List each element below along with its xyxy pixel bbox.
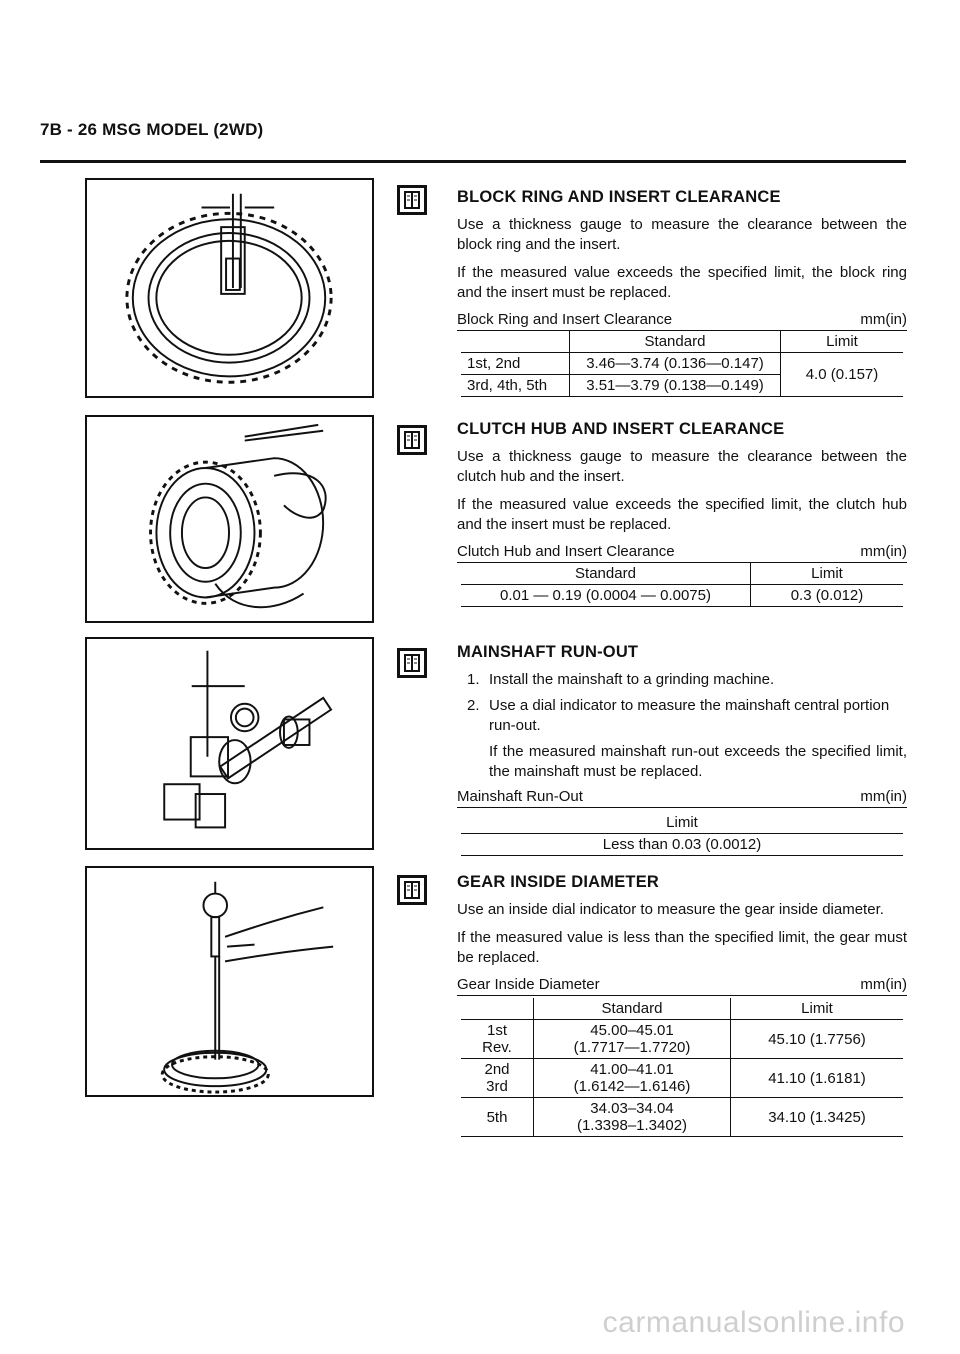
block-ring-section <box>457 188 907 397</box>
step-text: Install the mainshaft to a grinding machine. <box>489 671 775 688</box>
standard-mm: 34.03–34.04 <box>590 1100 674 1117</box>
table-header: Standard <box>534 998 731 1020</box>
spec-label: Gear Inside Diameter <box>457 976 600 993</box>
section-title: CLUTCH HUB AND INSERT CLEARANCE <box>457 420 785 438</box>
standard-mm: 41.00–41.01 <box>590 1061 674 1078</box>
table-cell: 1st, 2nd <box>467 355 521 372</box>
spec-label: Clutch Hub and Insert Clearance <box>457 543 675 560</box>
table-cell: 4.0 (0.157) <box>781 353 904 397</box>
gear-name: 2nd <box>484 1061 510 1078</box>
paragraph: Use a thickness gauge to measure the clearance between the clutch hub and the insert. <box>457 448 907 485</box>
table-header: Standard <box>570 331 781 353</box>
table-cell <box>534 1059 731 1098</box>
table-header <box>461 998 534 1020</box>
clutch-hub-section <box>457 420 907 607</box>
table-cell: 34.10 (1.3425) <box>731 1098 904 1137</box>
gear-inside-diameter-section <box>457 873 907 1137</box>
mainshaft-spec-table <box>461 812 903 856</box>
table-header: Limit <box>731 998 904 1020</box>
paragraph: If the measured value exceeds the specified limit, the block ring and the insert must be replaced. <box>457 264 907 301</box>
paragraph: If the measured value is less than the specified limit, the gear must be replaced. <box>457 929 907 966</box>
paragraph: If the measured value exceeds the specified limit, the clutch hub and the insert must be replaced. <box>457 496 907 533</box>
mainshaft-runout-figure <box>85 637 374 850</box>
spec-heading <box>457 311 907 331</box>
clutch-hub-spec-table <box>461 563 903 607</box>
mainshaft-runout-section <box>457 643 907 856</box>
section-title: GEAR INSIDE DIAMETER <box>457 873 660 891</box>
manual-book-icon <box>397 185 427 215</box>
table-cell <box>461 1020 534 1059</box>
standard-in: (1.3398–1.3402) <box>576 1117 688 1134</box>
table-cell <box>534 1098 731 1137</box>
spec-heading <box>457 788 907 808</box>
clutch-hub-figure <box>85 415 374 623</box>
paragraph: Use an inside dial indicator to measure the gear inside diameter. <box>457 901 884 918</box>
manual-book-icon <box>397 875 427 905</box>
header-rule <box>40 160 906 163</box>
table-cell: 0.01 — 0.19 (0.0004 — 0.0075) <box>500 587 711 604</box>
standard-in: (1.7717—1.7720) <box>573 1039 691 1056</box>
gear-name: 3rd <box>486 1078 508 1095</box>
table-header: Standard <box>575 565 636 582</box>
spec-label: Mainshaft Run-Out <box>457 788 583 805</box>
section-title: BLOCK RING AND INSERT CLEARANCE <box>457 188 781 206</box>
spec-unit: mm(in) <box>860 976 907 993</box>
gear-spec-table <box>461 998 903 1137</box>
table-cell: 0.3 (0.012) <box>751 585 904 607</box>
step-2 <box>457 696 907 736</box>
table-header <box>461 331 570 353</box>
table-cell: 45.10 (1.7756) <box>731 1020 904 1059</box>
table-cell <box>461 1098 534 1137</box>
gear-inside-diameter-figure <box>85 866 374 1097</box>
table-cell: Less than 0.03 (0.0012) <box>602 836 762 853</box>
spec-heading <box>457 976 907 996</box>
spec-unit: mm(in) <box>860 543 907 560</box>
gear-name: Rev. <box>482 1039 512 1056</box>
table-cell <box>461 1059 534 1098</box>
standard-mm: 45.00–45.01 <box>590 1022 674 1039</box>
step-number: 1. <box>467 671 480 688</box>
manual-book-icon <box>397 425 427 455</box>
standard-in: (1.6142—1.6146) <box>573 1078 691 1095</box>
table-cell <box>534 1020 731 1059</box>
gear-name: 5th <box>486 1108 508 1126</box>
note-paragraph: If the measured mainshaft run-out exceeds the specified limit, the mainshaft must be replaced. <box>489 743 907 780</box>
table-header: Limit <box>751 563 904 585</box>
step-number: 2. <box>467 697 480 714</box>
table-cell: 41.10 (1.6181) <box>731 1059 904 1098</box>
gear-name: 1st <box>486 1022 507 1039</box>
spec-label: Block Ring and Insert Clearance <box>457 311 673 328</box>
table-header: Limit <box>666 814 698 831</box>
spec-unit: mm(in) <box>860 788 907 805</box>
manual-book-icon <box>397 648 427 678</box>
table-header: Limit <box>781 331 904 353</box>
section-title: MAINSHAFT RUN-OUT <box>457 643 639 661</box>
block-ring-spec-table <box>461 331 903 397</box>
table-cell: 3rd, 4th, 5th <box>467 377 548 394</box>
page-header: 7B - 26 MSG MODEL (2WD) <box>40 120 264 139</box>
table-cell: 3.46—3.74 (0.136—0.147) <box>570 353 781 375</box>
watermark: carmanualsonline.info <box>602 1306 905 1339</box>
block-ring-figure <box>85 178 374 398</box>
step-text: Use a dial indicator to measure the mainshaft central portion run-out. <box>489 697 890 734</box>
table-cell: 3.51—3.79 (0.138—0.149) <box>570 375 781 397</box>
spec-unit: mm(in) <box>860 311 907 328</box>
spec-heading <box>457 543 907 563</box>
step-1 <box>457 670 907 690</box>
paragraph: Use a thickness gauge to measure the clearance between the block ring and the insert. <box>457 216 907 253</box>
